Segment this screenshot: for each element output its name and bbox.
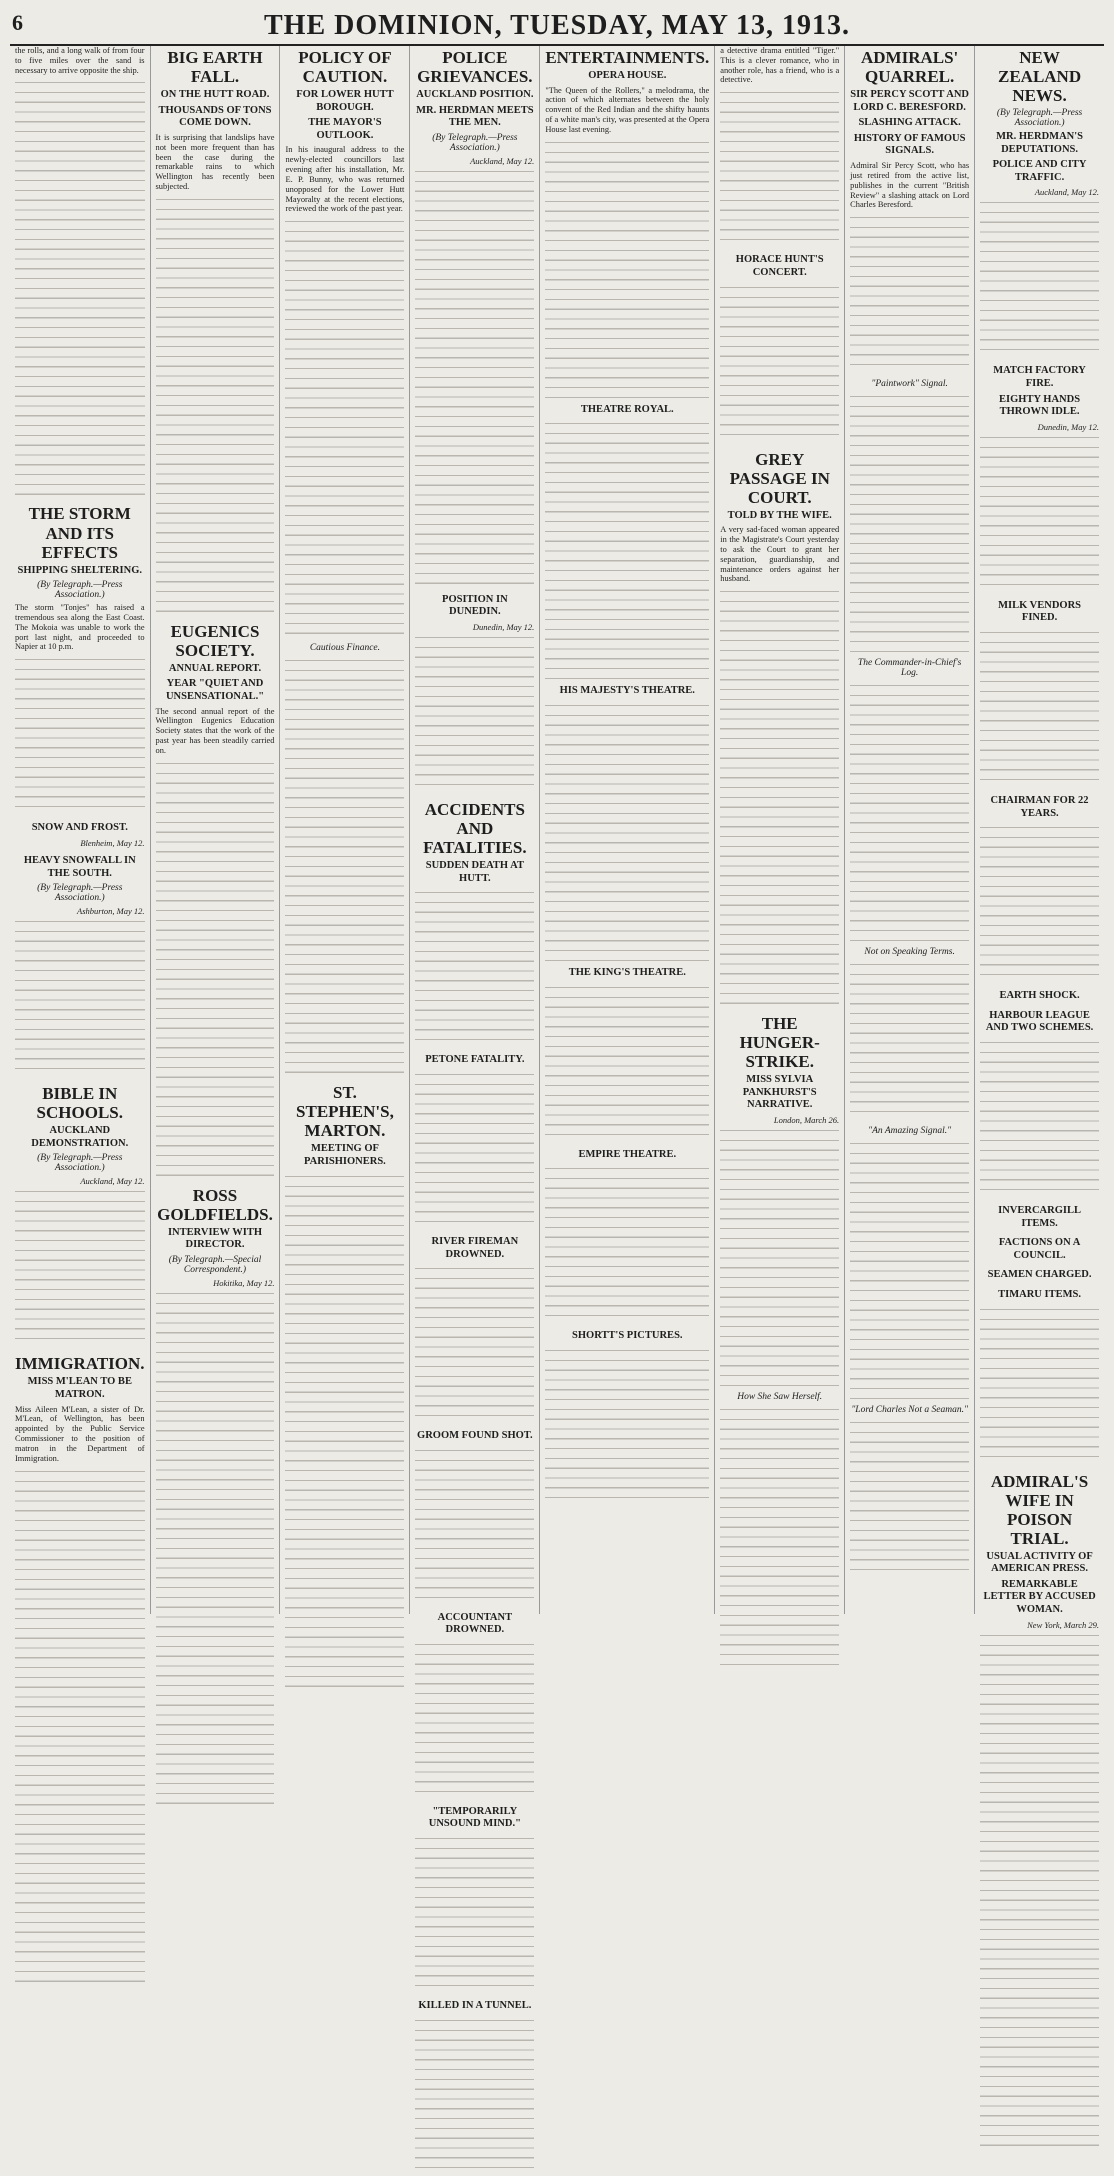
- newspaper-title: THE DOMINION, TUESDAY, MAY 13, 1913.: [264, 10, 850, 41]
- article-columns: [10, 46, 1104, 2012]
- article-body: [850, 213, 969, 373]
- headline: MATCH FACTORY FIRE.: [993, 365, 1086, 390]
- source-line: (By Telegraph.—Press Association.): [996, 108, 1083, 129]
- headline: POLICY OF CAUTION.: [298, 48, 392, 87]
- subheadline: INTERVIEW WITH DIRECTOR.: [167, 1226, 263, 1251]
- article-hunger-strike: [720, 1014, 839, 1665]
- article-body: [980, 1305, 1099, 1465]
- subheadline: AUCKLAND POSITION.: [416, 89, 534, 101]
- article-body: [156, 759, 275, 1179]
- headline: SNOW AND FROST.: [31, 822, 128, 834]
- subheadline: MISS M'LEAN TO BE MATRON.: [27, 1376, 132, 1400]
- subheadline: SLASHING ATTACK.: [858, 117, 961, 129]
- article-text: Miss Aileen M'Lean, a sister of Dr. M'Lean, of Wellington, has been appointed by the Public Service Commissioner to the position of matron in the Department of Immigration.: [15, 1404, 145, 1463]
- article-body: [156, 1289, 275, 1809]
- headline: BIBLE IN SCHOOLS.: [36, 1084, 123, 1123]
- subheadline: RIVER FIREMAN DROWNED.: [431, 1235, 519, 1260]
- column-8: [974, 46, 1104, 1630]
- source-line: (By Telegraph.—Special Correspondent.): [168, 1255, 262, 1276]
- article-body: [15, 655, 145, 815]
- dateline: New York, March 29.: [1027, 1619, 1100, 1630]
- article-body: [850, 1418, 969, 1578]
- article-body: [980, 198, 1099, 358]
- article-text: Admiral Sir Percy Scott, who has just retired from the active list, publishes in the current "British Review" a slashing attack on Lord Charles Beresford.: [850, 161, 970, 210]
- subheadline: ACCOUNTANT DROWNED.: [437, 1611, 513, 1636]
- article-body: [720, 283, 839, 443]
- dateline: Dunedin, May 12.: [1037, 421, 1100, 432]
- subheadline: MR. HERDMAN'S DEPUTATIONS.: [996, 131, 1084, 155]
- subheadline: KILLED IN A TUNNEL.: [418, 2000, 532, 2012]
- article-admirals: [850, 48, 969, 1578]
- subheadline: OPERA HOUSE.: [588, 70, 667, 82]
- column-7: [844, 46, 974, 1614]
- subheadline: SIR PERCY SCOTT AND LORD C. BERESFORD.: [850, 89, 969, 113]
- article-text: the rolls, and a long walk of from four to five miles over the sand is necessary to arrive opposite the ship.: [15, 46, 145, 75]
- article-body: [545, 1164, 709, 1324]
- headline: TIMARU ITEMS.: [998, 1288, 1081, 1300]
- article-body: [720, 587, 839, 1007]
- article-milk-vendors: [980, 600, 1099, 788]
- subheadline: POLICE AND CITY TRAFFIC.: [992, 159, 1087, 183]
- column-2: [150, 46, 280, 1614]
- article-body: [156, 195, 275, 615]
- column-3: [279, 46, 409, 1614]
- subheadline: TOLD BY THE WIFE.: [727, 509, 832, 521]
- headline: ST. STEPHEN'S, MARTON.: [296, 1083, 394, 1141]
- dateline: Hokitika, May 12.: [213, 1278, 275, 1289]
- subheadline: FOR LOWER HUTT BOROUGH.: [296, 89, 394, 113]
- subheadline: REMARKABLE LETTER BY ACCUSED WOMAN.: [983, 1578, 1096, 1616]
- source-line: (By Telegraph.—Press Association.): [37, 1153, 123, 1174]
- article-harbour-league: [980, 1010, 1099, 1198]
- article-timaru: [980, 1289, 1099, 1465]
- headline: IMMIGRATION.: [15, 1354, 145, 1374]
- headline: ADMIRALS' QUARREL.: [860, 48, 959, 87]
- dateline: Blenheim, May 12.: [80, 837, 145, 848]
- article-body: [850, 960, 969, 1120]
- headline: POLICE GRIEVANCES.: [417, 48, 533, 87]
- article-body: [15, 1467, 145, 1987]
- article-body: [720, 88, 839, 248]
- dateline: London, March 26.: [773, 1115, 840, 1126]
- article-body: [980, 433, 1099, 593]
- article-storm: [15, 504, 145, 815]
- headline: MILK VENDORS FINED.: [998, 599, 1082, 624]
- article-text: The second annual report of the Wellington Eugenics Education Society states that the work of the past year has been steadily carried on.: [155, 706, 275, 755]
- dateline: Auckland, May 12.: [1034, 187, 1100, 198]
- article-entertainments: [545, 48, 709, 1506]
- headline: SEAMEN CHARGED.: [987, 1269, 1092, 1281]
- article-body: [980, 1038, 1099, 1198]
- page-number: 6: [12, 10, 23, 35]
- article-body: [285, 217, 404, 637]
- article-body: [15, 78, 145, 498]
- headline: HORACE HUNT'S CONCERT.: [735, 254, 824, 278]
- article-body: [850, 392, 969, 652]
- article-body: [415, 1446, 534, 1606]
- article-seamen: [980, 1269, 1099, 1282]
- article-bible: [15, 1084, 145, 1347]
- article-body: [720, 1126, 839, 1386]
- article-body: [980, 628, 1099, 788]
- section-heading: How She Saw Herself.: [737, 1392, 823, 1403]
- article-chairman: [980, 795, 1099, 983]
- article-immigration: [15, 1354, 145, 1986]
- article-earth-shock: [980, 990, 1099, 1003]
- article-horace-hunt: [720, 254, 839, 442]
- article-body: [415, 1640, 534, 1800]
- article-grey-passage: [720, 450, 839, 1008]
- section-heading: Cautious Finance.: [309, 643, 381, 654]
- source-line: (By Telegraph.—Press Association.): [432, 132, 518, 153]
- article-earth-fall: [156, 48, 275, 615]
- article-snowfall: [15, 855, 145, 1077]
- article-body: [545, 701, 709, 961]
- article-factions: [980, 1237, 1099, 1262]
- article-text: It is surprising that landslips have not been more frequent than has been the case during the remarkable rains to which Wellington has recently been subjected.: [155, 132, 275, 191]
- headline: THE HUNGER-STRIKE.: [739, 1014, 820, 1072]
- section-heading: "Lord Charles Not a Seaman.": [851, 1405, 968, 1416]
- article-eugenics: [156, 622, 275, 1179]
- subheadline: THEATRE ROYAL.: [580, 403, 674, 415]
- article-text: The storm "Tonjes" has raised a tremendous sea along the East Coast. The Mokoia was unable to work the port last night, and proceeded to Napier at 10 p.m.: [15, 603, 145, 652]
- subheadline: THOUSANDS OF TONS COME DOWN.: [158, 104, 272, 129]
- article-body: [415, 1264, 534, 1424]
- article-body: [980, 1631, 1099, 2151]
- article-invercargill: [980, 1205, 1099, 1230]
- dateline: Auckland, May 12.: [470, 155, 535, 166]
- subheadline: EIGHTY HANDS THROWN IDLE.: [999, 393, 1081, 418]
- subheadline: GROOM FOUND SHOT.: [417, 1430, 533, 1442]
- section-heading: The Commander-in-Chief's Log.: [857, 658, 962, 679]
- article-body: [545, 983, 709, 1143]
- article-text: In his inaugural address to the newly-elected councillors last evening after his installation, Mr. E. P. Bunny, who was returned unopposed for the Lower Hutt Mayoralty at the recent elections, reviewed the work of the past year.: [285, 145, 405, 214]
- article-admirals-wife: [980, 1472, 1099, 2151]
- column-1: [10, 46, 150, 1614]
- subheadline: THE KING'S THEATRE.: [568, 966, 686, 978]
- subheadline: SHIPPING SHELTERING.: [17, 564, 143, 576]
- article-nz-news: [980, 48, 1099, 358]
- column-6: [714, 46, 844, 1614]
- article-text: "The Queen of the Rollers," a melodrama, the action of which alternates between the holy convent of the Red Indian and the shifty haunts of a white man's city, was presented at the Opera House last evening.: [545, 85, 710, 134]
- headline: INVERCARGILL ITEMS.: [998, 1205, 1081, 1229]
- article-st-stephens: [285, 1083, 404, 1691]
- article-policy: [285, 48, 404, 1076]
- subheadline: EMPIRE THEATRE.: [578, 1148, 677, 1160]
- subheadline: THE MAYOR'S OUTLOOK.: [308, 117, 382, 141]
- article-body: [415, 167, 534, 587]
- article-body: [545, 138, 709, 398]
- article-text: a detective drama entitled "Tiger." This is a clever romance, who in another role, has a friend, who is a detective.: [720, 46, 840, 85]
- subheadline: ANNUAL REPORT.: [168, 662, 262, 674]
- column-5: [539, 46, 714, 1614]
- headline: HARBOUR LEAGUE AND TWO SCHEMES.: [985, 1009, 1094, 1034]
- headline: ROSS GOLDFIELDS.: [157, 1185, 273, 1224]
- section-heading: "Paintwork" Signal.: [871, 379, 948, 390]
- article-snow: [15, 822, 145, 848]
- subheadline: MISS SYLVIA PANKHURST'S NARRATIVE.: [742, 1074, 817, 1111]
- section-heading: "An Amazing Signal.": [868, 1126, 952, 1137]
- article-body: [545, 1346, 709, 1506]
- article-body: [720, 1405, 839, 1665]
- column-4: [409, 46, 539, 2012]
- article-body: [850, 681, 969, 941]
- subheadline: USUAL ACTIVITY OF AMERICAN PRESS.: [986, 1550, 1093, 1575]
- subheadline: "TEMPORARILY UNSOUND MIND.": [428, 1805, 521, 1830]
- headline: THE STORM AND ITS EFFECTS: [28, 504, 131, 562]
- article-body: [415, 2016, 534, 2176]
- article-body: [415, 633, 534, 793]
- dateline: Ashburton, May 12.: [77, 906, 145, 917]
- article-text: A very sad-faced woman appeared in the Magistrate's Court yesterday to ask the Court to grant her separation, guardianship, and maintenance orders against her husband.: [720, 525, 840, 584]
- dateline: Auckland, May 12.: [80, 1176, 145, 1187]
- article-body: [15, 1187, 145, 1347]
- headline: ACCIDENTS AND FATALITIES.: [423, 800, 527, 858]
- article-body: [850, 1139, 969, 1399]
- subheadline: HIS MAJESTY'S THEATRE.: [559, 685, 695, 697]
- source-line: (By Telegraph.—Press Association.): [37, 883, 123, 904]
- source-line: (By Telegraph.—Press Association.): [37, 580, 123, 601]
- subheadline: SUDDEN DEATH AT HUTT.: [425, 860, 524, 884]
- article-body: [285, 656, 404, 1076]
- headline: ADMIRAL'S WIFE IN POISON TRIAL.: [990, 1471, 1089, 1548]
- subheadline: PETONE FATALITY.: [425, 1054, 525, 1066]
- subheadline: HISTORY OF FAMOUS SIGNALS.: [853, 132, 966, 157]
- article-body: [285, 1172, 404, 1692]
- article-dunedin: [415, 594, 534, 793]
- subheadline: ON THE HUTT ROAD.: [160, 89, 270, 101]
- article-police: [415, 48, 534, 587]
- headline: CHAIRMAN FOR 22 YEARS.: [990, 795, 1089, 819]
- subheadline: SHORTT'S PICTURES.: [572, 1330, 683, 1342]
- article-body: [545, 419, 709, 679]
- section-heading: Not on Speaking Terms.: [864, 947, 955, 958]
- headline: EARTH SHOCK.: [999, 990, 1080, 1002]
- article-match-factory: [980, 365, 1099, 592]
- headline: HEAVY SNOWFALL IN THE SOUTH.: [23, 854, 136, 879]
- article-body: [415, 1834, 534, 1994]
- article-body: [980, 823, 1099, 983]
- headline: GREY PASSAGE IN COURT.: [729, 449, 830, 507]
- headline: EUGENICS SOCIETY.: [170, 621, 260, 660]
- subheadline: MR. HERDMAN MEETS THE MEN.: [416, 104, 534, 129]
- headline: POSITION IN DUNEDIN.: [442, 593, 508, 618]
- subheadline: AUCKLAND DEMONSTRATION.: [31, 1125, 129, 1149]
- article-ross: [156, 1186, 275, 1809]
- headline: ENTERTAINMENTS.: [545, 48, 710, 67]
- article-body: [415, 888, 534, 1048]
- dateline: Dunedin, May 12.: [472, 622, 535, 633]
- subheadline: MEETING OF PARISHIONERS.: [304, 1143, 386, 1167]
- headline: FACTIONS ON A COUNCIL.: [998, 1237, 1081, 1261]
- subheadline: YEAR "QUIET AND UNSENSATIONAL.": [165, 678, 265, 703]
- headline: BIG EARTH FALL.: [167, 48, 263, 87]
- article-body: [415, 1070, 534, 1230]
- masthead: [10, 6, 1104, 46]
- article-accidents: [415, 800, 534, 2176]
- headline: NEW ZEALAND NEWS.: [997, 48, 1082, 106]
- article-body: [15, 917, 145, 1077]
